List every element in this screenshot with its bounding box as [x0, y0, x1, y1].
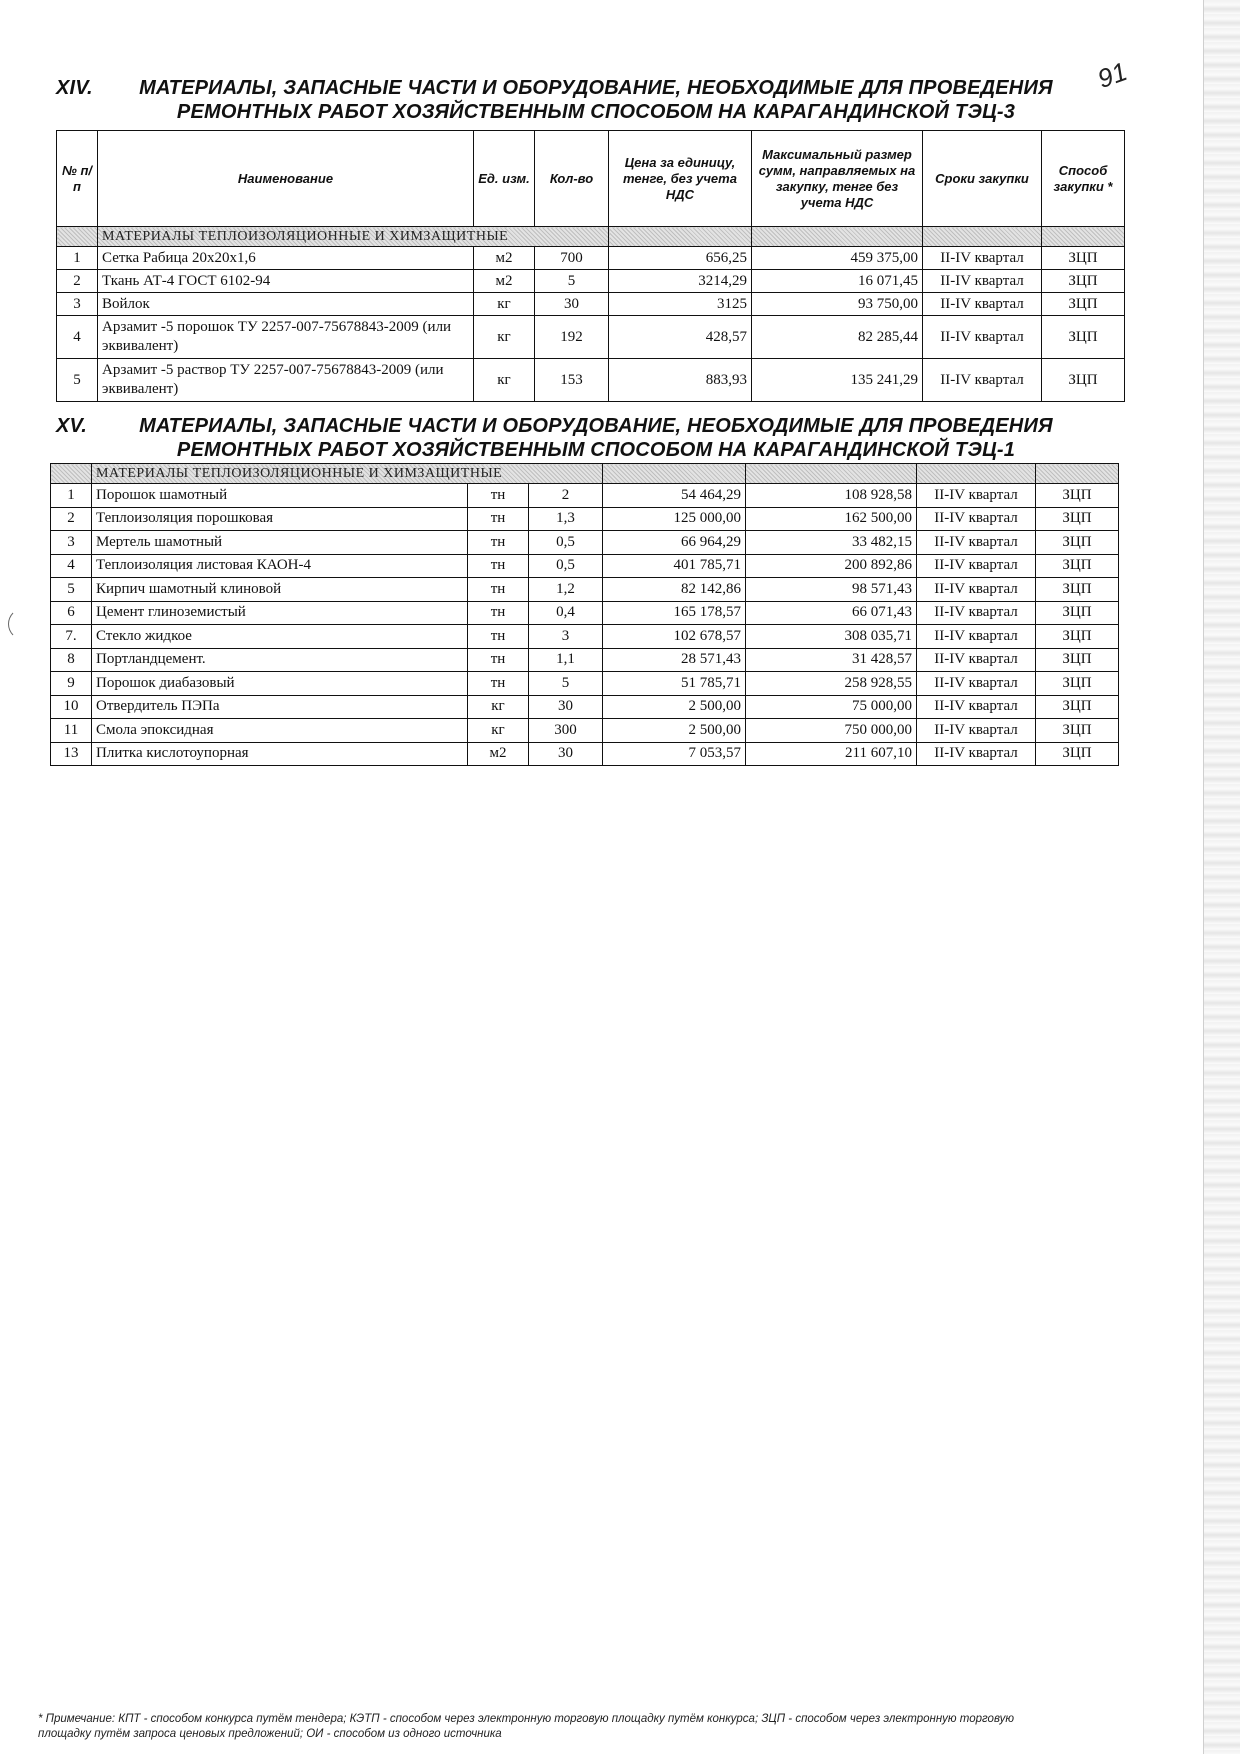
cell-sum: 98 571,43 [746, 578, 917, 602]
cell-price: 401 785,71 [603, 554, 746, 578]
footnote-line-1: * Примечание: КПТ - способом конкурса путём тендера; КЭТП - способом через электронную торговую площадку путём конкурса; ЗЦП - способом через электронную торговую [38, 1713, 1014, 1725]
cell-unit: тн [468, 672, 529, 696]
cell-term: II-IV квартал [917, 578, 1036, 602]
cell-price: 2 500,00 [603, 695, 746, 719]
cell-unit: тн [468, 484, 529, 508]
cell-name: Цемент глиноземистый [92, 601, 468, 625]
cell-sum: 211 607,10 [746, 742, 917, 766]
cell-num: 4 [51, 554, 92, 578]
cell-qty: 0,5 [529, 531, 603, 555]
cell-sum: 93 750,00 [752, 293, 923, 316]
cell-name: Портландцемент. [92, 648, 468, 672]
cell-unit: тн [468, 625, 529, 649]
cell-num: 3 [51, 531, 92, 555]
cell-method: ЗЦП [1036, 484, 1119, 508]
cell-num: 2 [57, 270, 98, 293]
cell-method: ЗЦП [1036, 672, 1119, 696]
cell-qty: 1,3 [529, 507, 603, 531]
cell-term: II-IV квартал [917, 601, 1036, 625]
cell-name: Порошок шамотный [92, 484, 468, 508]
cell-method: ЗЦП [1036, 578, 1119, 602]
cell-name: Кирпич шамотный клиновой [92, 578, 468, 602]
table-row [51, 648, 1119, 672]
category-row [57, 227, 1125, 247]
cell-price: 2 500,00 [603, 719, 746, 743]
cell-method: ЗЦП [1036, 695, 1119, 719]
cell-price: 656,25 [609, 247, 752, 270]
cell-name: Стекло жидкое [92, 625, 468, 649]
cell-term: II-IV квартал [917, 672, 1036, 696]
cell-method: ЗЦП [1036, 742, 1119, 766]
footnote [38, 1712, 1138, 1742]
cell-price: 66 964,29 [603, 531, 746, 555]
header-unit: Ед. изм. [474, 131, 535, 227]
cell-num: 11 [51, 719, 92, 743]
cell-name: Ткань АТ-4 ГОСТ 6102-94 [98, 270, 474, 293]
section-title-line-1: МАТЕРИАЛЫ, ЗАПАСНЫЕ ЧАСТИ И ОБОРУДОВАНИЕ, НЕОБХОДИМЫЕ ДЛЯ ПРОВЕДЕНИЯ [139, 77, 1053, 99]
cell-sum: 75 000,00 [746, 695, 917, 719]
cell-qty: 0,4 [529, 601, 603, 625]
cell-method: ЗЦП [1036, 625, 1119, 649]
header-price: Цена за единицу, тенге, без учета НДС [609, 131, 752, 227]
table-row [51, 578, 1119, 602]
cell-num: 1 [57, 247, 98, 270]
cell-term: II-IV квартал [917, 742, 1036, 766]
cell-unit: м2 [474, 247, 535, 270]
section-title-line-1: МАТЕРИАЛЫ, ЗАПАСНЫЕ ЧАСТИ И ОБОРУДОВАНИЕ, НЕОБХОДИМЫЕ ДЛЯ ПРОВЕДЕНИЯ [139, 415, 1053, 437]
cell-method: ЗЦП [1042, 316, 1125, 359]
table-header-row [57, 131, 1125, 227]
table-row [51, 625, 1119, 649]
section-title-line-2: РЕМОНТНЫХ РАБОТ ХОЗЯЙСТВЕННЫМ СПОСОБОМ НА КАРАГАНДИНСКОЙ ТЭЦ-1 [176, 439, 1016, 461]
cell-sum: 82 285,44 [752, 316, 923, 359]
cell-name: Плитка кислотоупорная [92, 742, 468, 766]
footnote-line-2: площадку путём запроса ценовых предложений; ОИ - способом из одного источника [38, 1728, 502, 1740]
cell-name: Теплоизоляция порошковая [92, 507, 468, 531]
header-name: Наименование [98, 131, 474, 227]
cell-sum: 308 035,71 [746, 625, 917, 649]
cell-price: 28 571,43 [603, 648, 746, 672]
cell-name: Арзамит -5 порошок ТУ 2257-007-75678843-2009 (или эквивалент) [98, 316, 474, 359]
scan-edge [1203, 0, 1240, 1754]
cell-qty: 1,1 [529, 648, 603, 672]
cell-method: ЗЦП [1036, 648, 1119, 672]
cell-qty: 5 [535, 270, 609, 293]
header-num: № п/п [57, 131, 98, 227]
cell-unit: тн [468, 648, 529, 672]
table-row [51, 719, 1119, 743]
cell-sum: 200 892,86 [746, 554, 917, 578]
cell-num: 4 [57, 316, 98, 359]
cell-num: 1 [51, 484, 92, 508]
cell-method: ЗЦП [1042, 270, 1125, 293]
cell-sum: 459 375,00 [752, 247, 923, 270]
table-row [57, 359, 1125, 402]
cell-sum: 258 928,55 [746, 672, 917, 696]
section-15-table [50, 463, 1119, 766]
cell-price: 82 142,86 [603, 578, 746, 602]
cell-qty: 30 [529, 742, 603, 766]
cell-unit: м2 [474, 270, 535, 293]
cell-unit: тн [468, 531, 529, 555]
cell-sum: 750 000,00 [746, 719, 917, 743]
cell-num: 8 [51, 648, 92, 672]
cell-term: II-IV квартал [923, 359, 1042, 402]
cell-price: 54 464,29 [603, 484, 746, 508]
cell-price: 3125 [609, 293, 752, 316]
cell-num: 3 [57, 293, 98, 316]
header-method: Способ закупки * [1042, 131, 1125, 227]
cell-qty: 0,5 [529, 554, 603, 578]
page-number: 91 [1093, 55, 1132, 95]
table-row [51, 531, 1119, 555]
cell-price: 883,93 [609, 359, 752, 402]
cell-name: Порошок диабазовый [92, 672, 468, 696]
cell-term: II-IV квартал [917, 648, 1036, 672]
cell-qty: 300 [529, 719, 603, 743]
header-term: Сроки закупки [923, 131, 1042, 227]
cell-num: 13 [51, 742, 92, 766]
punch-hole-mark [8, 608, 40, 640]
section-15-title [56, 414, 1136, 462]
cell-price: 165 178,57 [603, 601, 746, 625]
cell-name: Теплоизоляция листовая КАОН-4 [92, 554, 468, 578]
cell-term: II-IV квартал [923, 270, 1042, 293]
cell-unit: кг [474, 359, 535, 402]
table-row [51, 742, 1119, 766]
cell-method: ЗЦП [1042, 293, 1125, 316]
cell-term: II-IV квартал [917, 695, 1036, 719]
cell-name: Мертель шамотный [92, 531, 468, 555]
cell-num: 9 [51, 672, 92, 696]
cell-qty: 1,2 [529, 578, 603, 602]
cell-name: Арзамит -5 раствор ТУ 2257-007-75678843-2009 (или эквивалент) [98, 359, 474, 402]
category-label: МАТЕРИАЛЫ ТЕПЛОИЗОЛЯЦИОННЫЕ И ХИМЗАЩИТНЫЕ [92, 464, 603, 484]
cell-price: 7 053,57 [603, 742, 746, 766]
cell-term: II-IV квартал [917, 625, 1036, 649]
section-14-title [56, 76, 1136, 124]
category-label: МАТЕРИАЛЫ ТЕПЛОИЗОЛЯЦИОННЫЕ И ХИМЗАЩИТНЫЕ [98, 227, 609, 247]
cell-method: ЗЦП [1042, 247, 1125, 270]
cell-qty: 700 [535, 247, 609, 270]
cell-unit: кг [468, 719, 529, 743]
cell-sum: 108 928,58 [746, 484, 917, 508]
cell-name: Войлок [98, 293, 474, 316]
cell-num: 10 [51, 695, 92, 719]
header-max-sum: Максимальный размер сумм, направляемых на закупку, тенге без учета НДС [752, 131, 923, 227]
table-row [51, 507, 1119, 531]
cell-term: II-IV квартал [917, 507, 1036, 531]
table-row [51, 554, 1119, 578]
table-row [51, 695, 1119, 719]
cell-price: 428,57 [609, 316, 752, 359]
cell-unit: тн [468, 578, 529, 602]
cell-qty: 30 [535, 293, 609, 316]
header-qty: Кол-во [535, 131, 609, 227]
cell-qty: 2 [529, 484, 603, 508]
cell-sum: 135 241,29 [752, 359, 923, 402]
cell-term: II-IV квартал [917, 531, 1036, 555]
cell-num: 7. [51, 625, 92, 649]
cell-sum: 33 482,15 [746, 531, 917, 555]
section-title-line-2: РЕМОНТНЫХ РАБОТ ХОЗЯЙСТВЕННЫМ СПОСОБОМ НА КАРАГАНДИНСКОЙ ТЭЦ-3 [176, 101, 1016, 123]
cell-qty: 153 [535, 359, 609, 402]
cell-price: 3214,29 [609, 270, 752, 293]
cell-unit: кг [468, 695, 529, 719]
cell-sum: 162 500,00 [746, 507, 917, 531]
cell-method: ЗЦП [1036, 507, 1119, 531]
cell-price: 125 000,00 [603, 507, 746, 531]
cell-price: 102 678,57 [603, 625, 746, 649]
cell-method: ЗЦП [1036, 554, 1119, 578]
cell-sum: 66 071,43 [746, 601, 917, 625]
table-row [57, 316, 1125, 359]
cell-price: 51 785,71 [603, 672, 746, 696]
table-row [51, 601, 1119, 625]
cell-unit: кг [474, 316, 535, 359]
table-row [51, 484, 1119, 508]
cell-sum: 16 071,45 [752, 270, 923, 293]
cell-qty: 30 [529, 695, 603, 719]
cell-num: 5 [51, 578, 92, 602]
section-number: XV. [56, 415, 88, 437]
cell-term: II-IV квартал [923, 293, 1042, 316]
table-row [57, 247, 1125, 270]
cell-term: II-IV квартал [917, 484, 1036, 508]
cell-unit: тн [468, 601, 529, 625]
cell-term: II-IV квартал [923, 247, 1042, 270]
cell-unit: м2 [468, 742, 529, 766]
table-row [57, 293, 1125, 316]
table-row [51, 672, 1119, 696]
cell-num: 2 [51, 507, 92, 531]
cell-unit: тн [468, 554, 529, 578]
table-row [57, 270, 1125, 293]
cell-name: Отвердитель ПЭПа [92, 695, 468, 719]
cell-unit: кг [474, 293, 535, 316]
cell-method: ЗЦП [1036, 719, 1119, 743]
cell-name: Сетка Рабица 20х20х1,6 [98, 247, 474, 270]
section-14-table [56, 130, 1125, 402]
section-number: XIV. [56, 77, 93, 99]
cell-qty: 5 [529, 672, 603, 696]
cell-qty: 192 [535, 316, 609, 359]
cell-qty: 3 [529, 625, 603, 649]
cell-term: II-IV квартал [917, 719, 1036, 743]
cell-term: II-IV квартал [923, 316, 1042, 359]
cell-unit: тн [468, 507, 529, 531]
category-row [51, 464, 1119, 484]
cell-method: ЗЦП [1036, 531, 1119, 555]
cell-method: ЗЦП [1042, 359, 1125, 402]
cell-num: 6 [51, 601, 92, 625]
cell-num: 5 [57, 359, 98, 402]
cell-method: ЗЦП [1036, 601, 1119, 625]
cell-name: Смола эпоксидная [92, 719, 468, 743]
cell-sum: 31 428,57 [746, 648, 917, 672]
cell-term: II-IV квартал [917, 554, 1036, 578]
punch-hole-mark [0, 1082, 24, 1114]
